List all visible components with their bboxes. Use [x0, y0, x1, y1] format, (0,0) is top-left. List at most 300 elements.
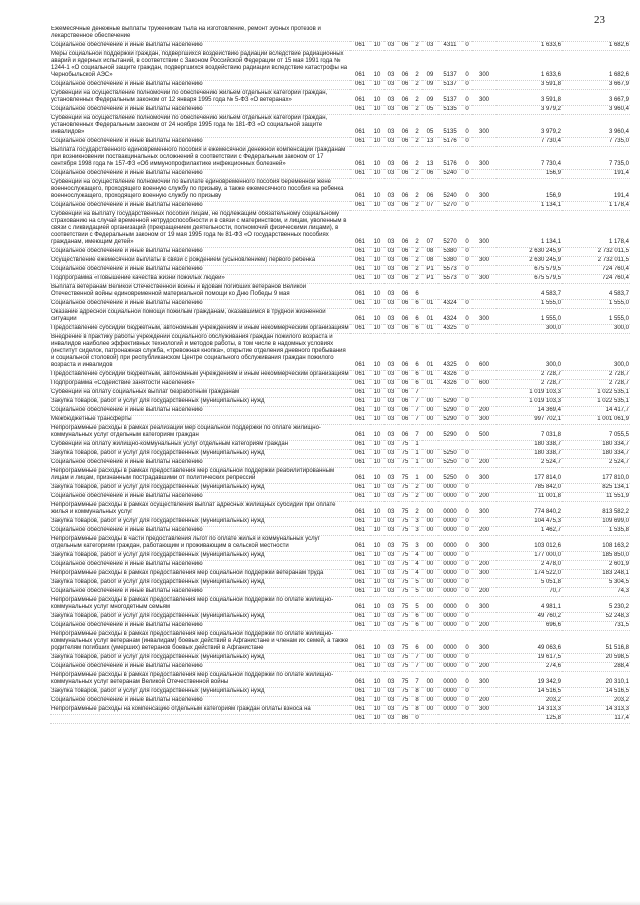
ved-code: 061	[354, 275, 365, 281]
row-name: Социальное обеспечение и иные выплаты населению	[51, 459, 203, 465]
direction-code: 0000	[443, 622, 457, 628]
program-code: 06	[401, 416, 409, 422]
subprogram-code: 6	[415, 325, 419, 331]
table-row	[50, 416, 630, 425]
subsection-code: 03	[387, 97, 395, 103]
amount-2018: 11 001,8	[538, 493, 561, 499]
subsection-code	[384, 26, 398, 42]
amount-2018: 774 840,2	[534, 509, 561, 515]
program-code: 06	[401, 42, 409, 48]
row-name: Непрограммные расходы в рамках предоставления мер социальной поддержки по оплате жилищно-коммунальных услуг ветеранам Великой Отечественной войны	[51, 672, 334, 685]
extra-code	[462, 284, 472, 300]
expense-type-code	[472, 325, 496, 334]
extra-code: 0	[465, 654, 469, 660]
amount-2018: 5 051,8	[540, 579, 561, 585]
subprogram-code: 2	[415, 484, 419, 490]
extra-code: 0	[465, 570, 469, 576]
direction-code: 0000	[443, 663, 457, 669]
event-code: 00	[426, 459, 434, 465]
amount-2019: 1 022 535,1	[597, 398, 629, 404]
amount-2018: 675 579,5	[534, 275, 561, 281]
subsection-code: 03	[387, 604, 395, 610]
program-code: 06	[401, 170, 409, 176]
row-name: Социальное обеспечение и иные выплаты населению	[51, 106, 203, 112]
amount-2018: 1 134,1	[540, 202, 561, 208]
event-code: 01	[426, 300, 434, 306]
table-row	[50, 26, 630, 42]
section-code: 10	[373, 561, 381, 567]
subsection-code: 03	[387, 416, 395, 422]
section-code: 10	[373, 275, 381, 281]
extra-code: 0	[465, 697, 469, 703]
subsection-code: 03	[387, 42, 395, 48]
extra-code	[462, 389, 472, 398]
table-row	[50, 493, 630, 502]
ved-code: 061	[354, 450, 365, 456]
table-row	[50, 138, 630, 147]
row-name: Ежемесячные денежные выплаты труженикам тыла на изготовление, ремонт зубных протезов и лекарственное обеспечение	[51, 26, 321, 39]
table-row	[50, 170, 630, 179]
section-code: 10	[373, 622, 381, 628]
expense-type-code	[472, 484, 496, 493]
table-row	[50, 90, 630, 106]
event-code: 07	[426, 202, 434, 208]
section-code: 10	[373, 645, 381, 651]
event-code: 06	[426, 193, 434, 199]
subprogram-code: 6	[415, 362, 419, 368]
extra-code: 0	[465, 362, 469, 368]
amount-2018: 3 591,8	[540, 97, 561, 103]
amount-2019: 1 682,6	[608, 72, 629, 78]
amount-2018: 1 633,6	[540, 72, 561, 78]
direction-code: 0000	[443, 579, 457, 585]
subprogram-code: 6	[415, 613, 419, 619]
program-code: 06	[401, 193, 409, 199]
ved-code: 061	[354, 81, 365, 87]
section-code: 10	[373, 371, 381, 377]
program-code: 75	[401, 552, 409, 558]
program-code: 75	[401, 509, 409, 515]
amount-2019: 108 163,2	[602, 543, 629, 549]
subprogram-code	[412, 26, 422, 42]
direction-code: 5380	[443, 248, 457, 254]
table-row	[50, 484, 630, 493]
event-code: 06	[426, 170, 434, 176]
section-code: 10	[373, 398, 381, 404]
table-row	[50, 622, 630, 631]
amount-2019: 724 760,4	[602, 266, 629, 272]
row-name: Социальное обеспечение и иные выплаты населению	[51, 138, 203, 144]
ved-code: 061	[354, 325, 365, 331]
section-code: 10	[373, 380, 381, 386]
ved-code: 061	[354, 518, 365, 524]
event-code: 00	[426, 543, 434, 549]
budget-table	[50, 26, 630, 724]
expense-type-code: 300	[478, 316, 489, 322]
subsection-code: 03	[387, 291, 395, 297]
program-code: 06	[401, 106, 409, 112]
amount-2018: 2 478,0	[540, 561, 561, 567]
direction-code: 4311	[443, 42, 457, 48]
row-name: Закупка товаров, работ и услуг для государственных (муниципальных) нужд	[51, 613, 265, 619]
extra-code: 0	[465, 518, 469, 524]
event-code: 08	[426, 257, 434, 263]
event-code: P1	[426, 275, 434, 281]
table-row	[50, 561, 630, 570]
program-code: 75	[401, 459, 409, 465]
section-code: 10	[373, 291, 381, 297]
program-code: 06	[401, 248, 409, 254]
extra-code: 0	[465, 161, 469, 167]
table-row	[50, 688, 630, 697]
row-name: Закупка товаров, работ и услуг для государственных (муниципальных) нужд	[51, 450, 265, 456]
direction-code: 0000	[443, 484, 457, 490]
event-code: 00	[426, 561, 434, 567]
amount-2019: 109 699,0	[602, 518, 629, 524]
section-code: 10	[373, 441, 381, 447]
amount-2019: 724 760,4	[602, 275, 629, 281]
expense-type-code: 300	[478, 570, 489, 576]
direction-code: 5135	[443, 106, 457, 112]
row-name: Социальное обеспечение и иные выплаты населению	[51, 202, 203, 208]
program-code: 06	[401, 275, 409, 281]
subsection-code: 03	[387, 527, 395, 533]
row-name: Социальное обеспечение и иные выплаты населению	[51, 697, 203, 703]
table-row	[50, 380, 630, 389]
expense-type-code: 600	[478, 362, 489, 368]
direction-code: 0000	[443, 570, 457, 576]
event-code: 00	[426, 484, 434, 490]
event-code: 00	[426, 579, 434, 585]
subsection-code: 03	[387, 257, 395, 263]
section-code: 10	[373, 663, 381, 669]
subsection-code: 03	[387, 509, 395, 515]
event-code	[422, 389, 438, 398]
amount-2019: 203,2	[613, 697, 629, 703]
amount-2019: 300,0	[613, 362, 629, 368]
ved-code: 061	[354, 266, 365, 272]
table-row	[50, 518, 630, 527]
subprogram-code: 2	[415, 239, 419, 245]
subprogram-code: 7	[415, 432, 419, 438]
subsection-code: 03	[387, 129, 395, 135]
subsection-code: 03	[387, 81, 395, 87]
program-code: 06	[401, 202, 409, 208]
table-row	[50, 42, 630, 51]
amount-2019: 3 667,9	[608, 97, 629, 103]
event-code: 09	[426, 97, 434, 103]
table-row	[50, 325, 630, 334]
row-name: Выплата ветеранам Великой Отечественной войны и вдовам погибших ветеранов Великой Отечественной войны единовременной материальной помощи ко Дню Победы 9 мая	[51, 284, 307, 297]
subsection-code: 03	[387, 441, 395, 447]
row-name: Непрограммные расходы в рамках осуществления выплат адресных жилищных субсидий при оплате жилья и коммунальных услуг	[51, 502, 336, 515]
subprogram-code: 1	[415, 441, 419, 447]
direction-code: 0000	[443, 561, 457, 567]
event-code: 00	[426, 493, 434, 499]
direction-code: 4325	[443, 362, 457, 368]
event-code: 01	[426, 371, 434, 377]
amount-2019: 288,4	[613, 663, 629, 669]
subsection-code: 03	[387, 622, 395, 628]
event-code: 00	[426, 450, 434, 456]
row-name: Закупка товаров, работ и услуг для государственных (муниципальных) нужд	[51, 579, 265, 585]
amount-2019: 14 516,5	[605, 688, 629, 694]
program-code: 75	[401, 570, 409, 576]
ved-code: 061	[354, 715, 365, 721]
table-row	[50, 715, 630, 724]
row-name: Выплата государственного единовременного пособия и ежемесячной денежной компенсации гражданам при возникновении поствакцинальных осложнений в соответствии с Федеральным законом от 17 сентября 1998 года № 157-ФЗ «Об иммунопрофилактике инфекционных болезней»	[51, 147, 346, 167]
event-code: 00	[426, 570, 434, 576]
subsection-code: 03	[387, 193, 395, 199]
program-code: 06	[401, 266, 409, 272]
section-code: 10	[373, 129, 381, 135]
extra-code: 0	[465, 613, 469, 619]
subsection-code: 03	[387, 362, 395, 368]
extra-code: 0	[465, 407, 469, 413]
amount-2018: 14 313,3	[537, 706, 561, 712]
row-name: Социальное обеспечение и иные выплаты населению	[51, 170, 203, 176]
section-code: 10	[373, 138, 381, 144]
extra-code: 0	[465, 72, 469, 78]
table-row	[50, 211, 630, 248]
subsection-code: 03	[387, 613, 395, 619]
subprogram-code: 6	[415, 291, 419, 297]
extra-code: 0	[465, 316, 469, 322]
amount-2018: 177 814,0	[534, 475, 561, 481]
amount-2018: 4 981,1	[540, 604, 561, 610]
subprogram-code: 2	[415, 248, 419, 254]
expense-type-code: 300	[478, 129, 489, 135]
extra-code: 0	[465, 679, 469, 685]
direction-code: 0000	[443, 613, 457, 619]
section-code: 10	[373, 570, 381, 576]
amount-2019: 825 134,1	[602, 484, 629, 490]
section-code: 10	[373, 257, 381, 263]
direction-code	[438, 284, 462, 300]
row-name: Внедрение в практику работы учреждений социального обслуживания граждан пожилого возраста и инвалидов наиболее эффективных технологий и методов работы, в том числе в надомных условиях (институт сиделок, патронажная служба, «тревожная кнопка», открытие отделения дневного пребывания и социальной столовой) при республиканском Центре социального обслуживания граждан пожилого возраста и инвалидов	[51, 334, 346, 368]
amount-2018: 180 338,7	[534, 441, 561, 447]
row-name: Социальное обеспечение и иные выплаты населению	[51, 527, 203, 533]
extra-code: 0	[465, 138, 469, 144]
direction-code: 4324	[443, 316, 457, 322]
expense-type-code	[472, 441, 496, 450]
program-code: 75	[401, 561, 409, 567]
amount-2018: 156,9	[545, 193, 561, 199]
subsection-code: 03	[387, 316, 395, 322]
table-row	[50, 613, 630, 622]
table-row	[50, 309, 630, 325]
expense-type-code	[472, 202, 496, 211]
amount-2018: 1 019 103,3	[529, 389, 561, 395]
event-code: 05	[426, 106, 434, 112]
subprogram-code: 6	[415, 316, 419, 322]
amount-2018: 2 728,7	[540, 371, 561, 377]
event-code: 00	[426, 688, 434, 694]
extra-code: 0	[465, 561, 469, 567]
subprogram-code: 7	[415, 407, 419, 413]
program-code: 75	[401, 484, 409, 490]
extra-code: 0	[465, 106, 469, 112]
table-row	[50, 115, 630, 138]
amount-2018: 180 338,7	[534, 450, 561, 456]
section-code: 10	[373, 450, 381, 456]
expense-type-code	[472, 398, 496, 407]
program-code: 75	[401, 518, 409, 524]
expense-type-code	[472, 371, 496, 380]
expense-type-code: 300	[478, 645, 489, 651]
direction-code: 5176	[443, 138, 457, 144]
direction-code: 5176	[443, 161, 457, 167]
subsection-code: 03	[387, 518, 395, 524]
event-code: 01	[426, 362, 434, 368]
amount-2018: 104 475,3	[534, 518, 561, 524]
direction-code: 5290	[443, 407, 457, 413]
program-code: 75	[401, 645, 409, 651]
amount-2018: 675 579,5	[534, 266, 561, 272]
expense-type-code	[472, 579, 496, 588]
ved-code: 061	[354, 475, 365, 481]
program-code: 06	[401, 129, 409, 135]
extra-code: 0	[465, 688, 469, 694]
subprogram-code: 8	[415, 706, 419, 712]
section-code: 10	[373, 518, 381, 524]
table-row	[50, 275, 630, 284]
ved-code: 061	[354, 371, 365, 377]
table-row	[50, 202, 630, 211]
extra-code	[462, 26, 472, 42]
table-row	[50, 257, 630, 266]
row-name: Непрограммные расходы в части предоставления льгот по оплате жилья и коммунальных услуг отдельным категориям граждан, работающим и проживающим в сельской местности	[51, 536, 320, 549]
amount-2019: 5 230,2	[608, 604, 629, 610]
ved-code: 061	[354, 170, 365, 176]
section-code: 10	[373, 679, 381, 685]
table-row	[50, 502, 630, 518]
section-code: 10	[373, 552, 381, 558]
amount-2018: 7 730,4	[540, 138, 561, 144]
table-row	[50, 552, 630, 561]
program-code: 06	[401, 407, 409, 413]
subsection-code: 03	[387, 325, 395, 331]
table-row	[50, 631, 630, 654]
ved-code: 061	[354, 654, 365, 660]
subsection-code: 03	[387, 645, 395, 651]
ved-code: 061	[354, 362, 365, 368]
extra-code: 0	[465, 380, 469, 386]
amount-2019	[562, 26, 630, 42]
subsection-code: 03	[387, 579, 395, 585]
extra-code: 0	[465, 493, 469, 499]
expense-type-code: 300	[478, 239, 489, 245]
expense-type-code	[472, 518, 496, 527]
extra-code: 0	[465, 450, 469, 456]
expense-type-code: 200	[478, 697, 489, 703]
table-row	[50, 284, 630, 300]
event-code: 00	[426, 706, 434, 712]
subprogram-code: 8	[415, 697, 419, 703]
expense-type-code: 300	[478, 475, 489, 481]
direction-code	[438, 441, 462, 450]
expense-type-code: 300	[478, 509, 489, 515]
expense-type-code: 200	[478, 459, 489, 465]
row-name: Субвенции на осуществление полномочий по выплате единовременного пособия беременной жене военнослужащего, проходящего военную службу по призыву, а также ежемесячного пособия на ребенка военнослужащего, проходящего военную службу по призыву	[51, 179, 344, 199]
amount-2019: 7 735,0	[608, 138, 629, 144]
subsection-code: 03	[387, 570, 395, 576]
extra-code: 0	[465, 275, 469, 281]
section-code: 10	[373, 654, 381, 660]
event-code	[422, 284, 438, 300]
row-name: Непрограммные расходы в рамках предоставления мер социальной поддержки реабилитированным лицам и лицам, признанным пострадавшими от политических репрессий	[51, 468, 335, 481]
table-row	[50, 179, 630, 202]
row-name: Меры социальной поддержки граждан, подвергшихся воздействию радиации вследствие радиационных аварий и ядерных испытаний, в соответствии с Законом Российской Федерации от 15 мая 1991 года № 1244-1 «О социальной защите граждан, подвергшихся воздействию радиации вследствие катастрофы на Чернобыльской АЭС»	[51, 51, 348, 78]
program-code: 06	[401, 325, 409, 331]
subprogram-code: 2	[415, 493, 419, 499]
section-code: 10	[373, 239, 381, 245]
row-name: Межбюджетные трансферты	[51, 416, 132, 422]
program-code: 86	[401, 715, 409, 721]
event-code: 09	[426, 81, 434, 87]
section-code: 10	[373, 613, 381, 619]
event-code: 09	[426, 72, 434, 78]
expense-type-code	[472, 138, 496, 147]
table-row	[50, 579, 630, 588]
direction-code: 5250	[443, 450, 457, 456]
program-code: 75	[401, 604, 409, 610]
event-code: 00	[426, 663, 434, 669]
subsection-code: 03	[387, 300, 395, 306]
section-code: 10	[373, 588, 381, 594]
amount-2019: 5 304,5	[608, 579, 629, 585]
expense-type-code: 200	[478, 588, 489, 594]
section-code: 10	[373, 407, 381, 413]
subsection-code: 03	[387, 170, 395, 176]
amount-2019: 20 598,5	[605, 654, 629, 660]
subprogram-code: 5	[415, 579, 419, 585]
direction-code: 5250	[443, 459, 457, 465]
subsection-code: 03	[387, 552, 395, 558]
expense-type-code	[472, 450, 496, 459]
ved-code: 061	[354, 291, 365, 297]
expense-type-code: 300	[478, 416, 489, 422]
ved-code	[350, 26, 370, 42]
program-code: 75	[401, 654, 409, 660]
expense-type-code: 300	[478, 161, 489, 167]
expense-type-code	[472, 284, 496, 300]
ved-code: 061	[354, 129, 365, 135]
section-code: 10	[373, 459, 381, 465]
subsection-code: 03	[387, 371, 395, 377]
expense-type-code: 200	[478, 527, 489, 533]
event-code	[422, 26, 438, 42]
extra-code: 0	[465, 202, 469, 208]
program-code: 06	[401, 291, 409, 297]
ved-code: 061	[354, 432, 365, 438]
subsection-code: 03	[387, 239, 395, 245]
subprogram-code: 2	[415, 275, 419, 281]
amount-2019: 7 735,0	[608, 161, 629, 167]
section-code: 10	[373, 715, 381, 721]
direction-code: 5240	[443, 193, 457, 199]
amount-2019: 1 022 535,1	[597, 389, 629, 395]
event-code: 01	[426, 316, 434, 322]
ved-code: 061	[354, 543, 365, 549]
table-row	[50, 527, 630, 536]
amount-2019: 1 178,4	[608, 239, 629, 245]
direction-code: 0000	[443, 688, 457, 694]
row-name: Предоставление субсидий бюджетным, автономным учреждениям и иным некоммерческим организациям	[51, 325, 349, 331]
table-row	[50, 398, 630, 407]
expense-type-code: 300	[478, 97, 489, 103]
direction-code: 5137	[443, 72, 457, 78]
